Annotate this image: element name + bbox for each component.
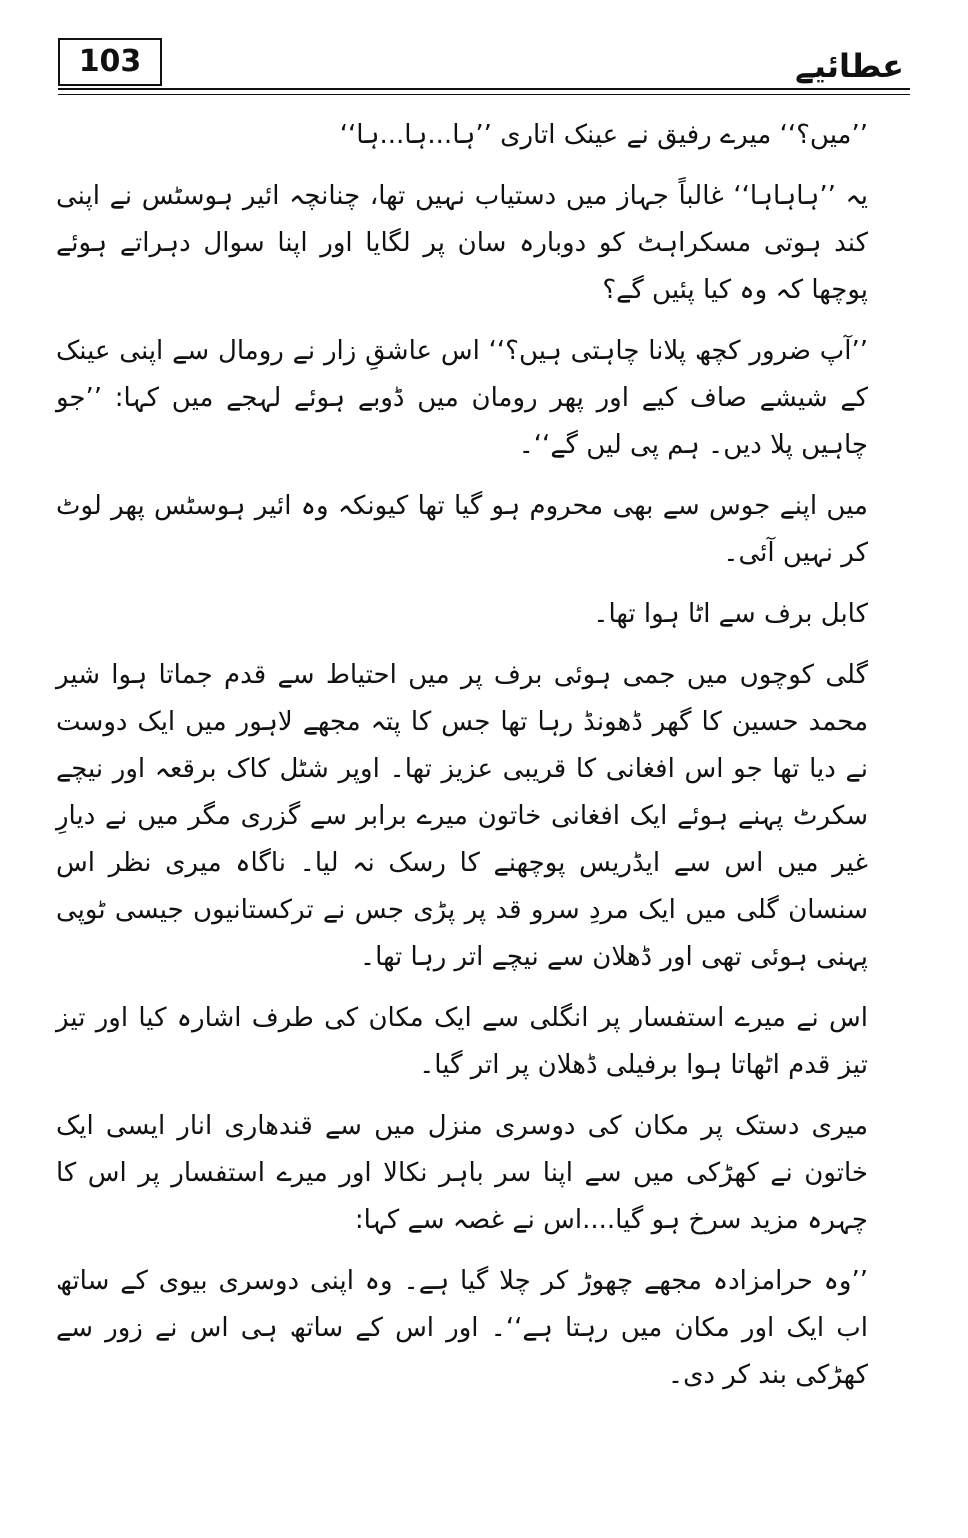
paragraph: اس نے میرے استفسار پر انگلی سے ایک مکان کی طرف اشارہ کیا اور تیز تیز قدم اٹھاتا ہوا برفیلی ڈھلان پر اتر گیا۔: [56, 1003, 868, 1080]
paragraph: ’’میں؟‘‘ میرے رفیق نے عینک اتاری ’’ہا...ہا...ہا‘‘: [339, 120, 868, 150]
running-title: عطائیے: [795, 47, 904, 85]
paragraph: گلی کوچوں میں جمی ہوئی برف پر میں احتیاط سے قدم جماتا ہوا شیر محمد حسین کا گھر ڈھونڈ رہا تھا جس کا پتہ مجھے لاہور میں ایک دوست نے دیا تھا جو اس افغانی کا قریبی عزیز تھا۔ اوپر شٹل کاک برقعہ اور نیچے سکرٹ پہنے ہوئے ایک افغانی خاتون میرے برابر سے گزری مگر میں نے دیارِ غیر میں اس سے ایڈریس پوچھنے کا رسک نہ لیا۔ ناگاہ میری نظر اس سنسان گلی میں ایک مردِ سرو قد پر پڑی جس نے ترکستانیوں جیسی ٹوپی پہنی ہوئی تھی اور ڈھلان سے نیچے اتر رہا تھا۔: [56, 660, 868, 972]
page-body: [56, 112, 908, 1399]
paragraph: یہ ’’ہاہاہا‘‘ غالباً جہاز میں دستیاب نہیں تھا، چنانچہ ائیر ہوسٹس نے اپنی کند ہوتی مسکراہٹ کو دوبارہ سان پر لگایا اور اپنا سوال دہراتے ہوئے پوچھا کہ وہ کیا پئیں گے؟: [56, 181, 868, 305]
paragraph: میری دستک پر مکان کی دوسری منزل میں سے قندھاری انار ایسی ایک خاتون نے کھڑکی میں سے اپنا سر باہر نکالا اور میرے استفسار پر اس کا چہرہ مزید سرخ ہو گیا....اس نے غصہ سے کہا:: [56, 1111, 868, 1235]
paragraph: میں اپنے جوس سے بھی محروم ہو گیا تھا کیونکہ وہ ائیر ہوسٹس پھر لوٹ کر نہیں آئی۔: [56, 491, 868, 568]
paragraph: کابل برف سے اٹا ہوا تھا۔: [593, 599, 868, 629]
page-number: 103: [58, 38, 162, 86]
paragraph: ’’وہ حرامزادہ مجھے چھوڑ کر چلا گیا ہے۔ وہ اپنی دوسری بیوی کے ساتھ اب ایک اور مکان میں رہتا ہے‘‘۔ اور اس کے ساتھ ہی اس نے زور سے کھڑکی بند کر دی۔: [56, 1266, 868, 1390]
header-rule-thin: [58, 94, 910, 95]
paragraph: ’’آپ ضرور کچھ پلانا چاہتی ہیں؟‘‘ اس عاشقِ زار نے رومال سے اپنی عینک کے شیشے صاف کیے اور پھر رومان میں ڈوبے ہوئے لہجے میں کہا: ’’جو چاہیں پلا دیں۔ ہم پی لیں گے‘‘۔: [56, 336, 868, 460]
header-rule: [58, 88, 910, 90]
